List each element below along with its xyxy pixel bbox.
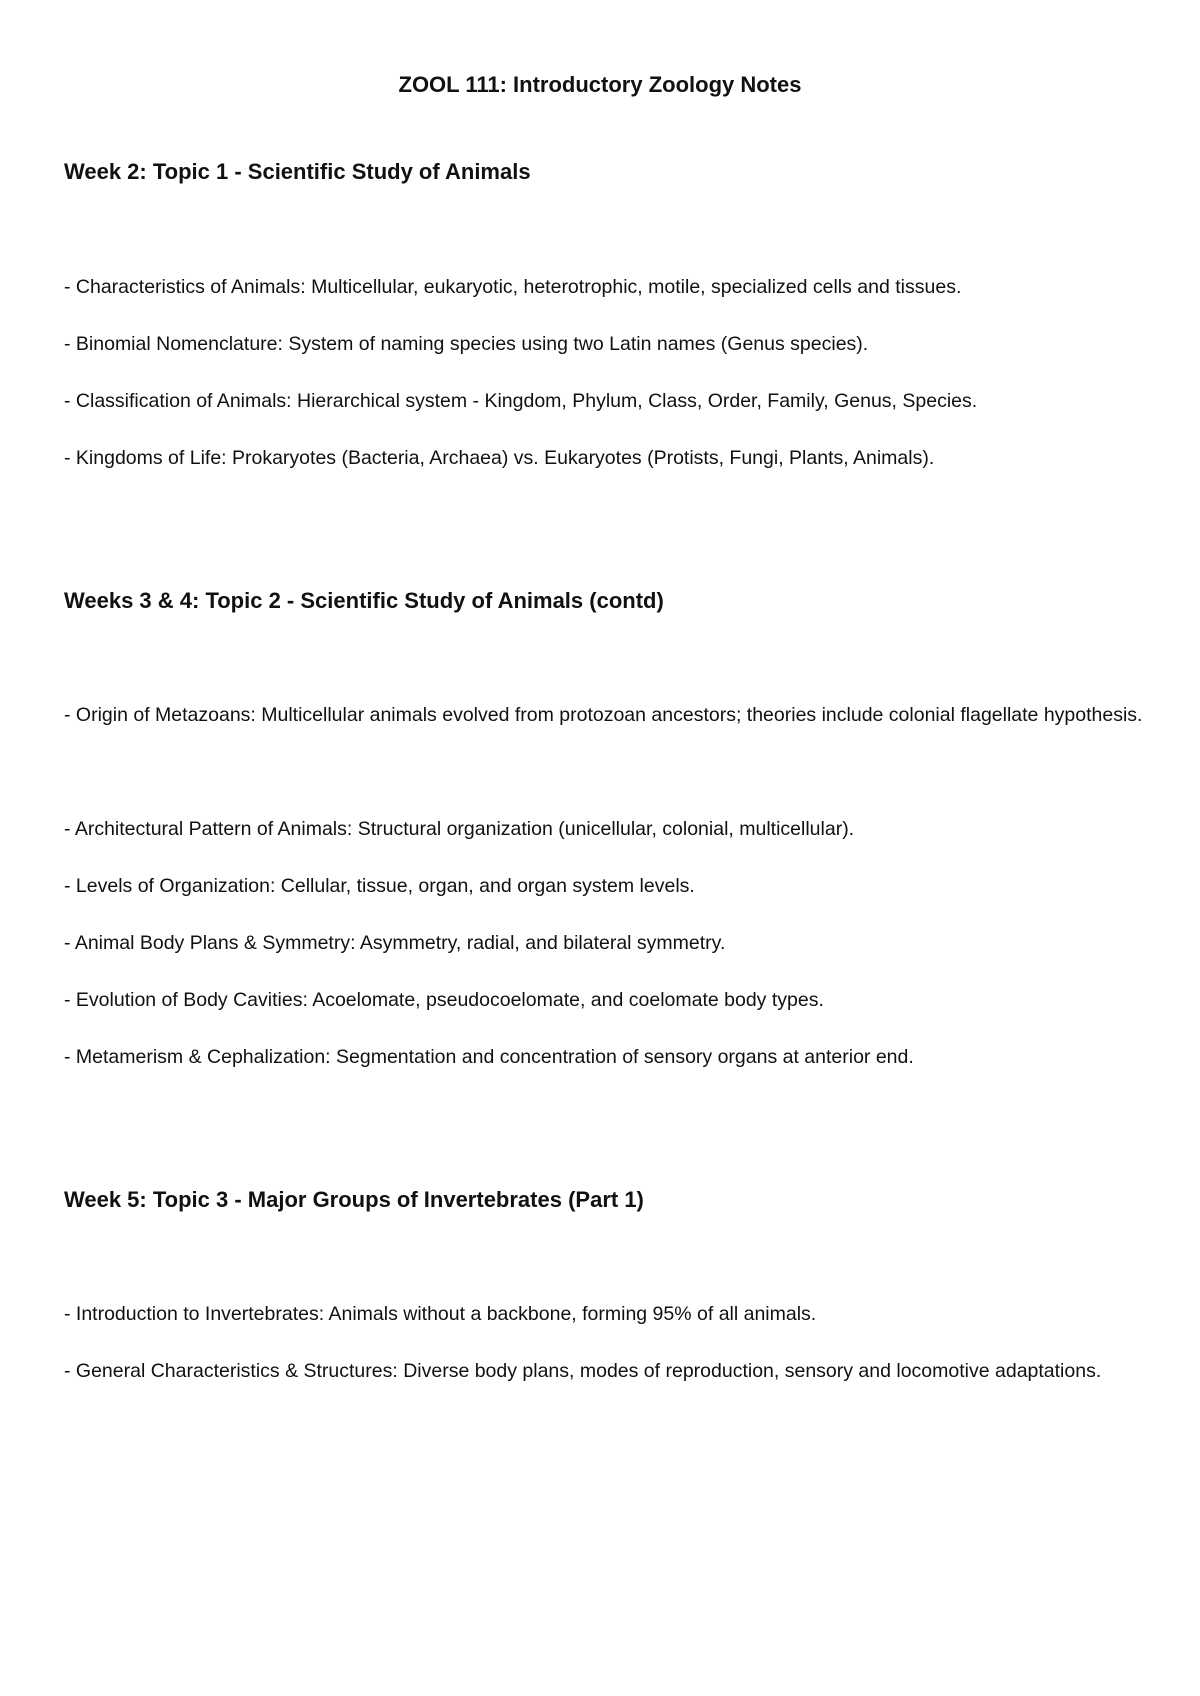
list-item: - Evolution of Body Cavities: Acoelomate, pseudocoelomate, and coelomate body types. xyxy=(64,989,824,1011)
document-title: ZOOL 111: Introductory Zoology Notes xyxy=(398,72,802,97)
list-item: - Kingdoms of Life: Prokaryotes (Bacteria, Archaea) vs. Eukaryotes (Protists, Fungi, Plants, Animals). xyxy=(64,447,935,469)
list-item: - Architectural Pattern of Animals: Structural organization (unicellular, colonial, multicellular). xyxy=(64,818,855,840)
list-item: - Binomial Nomenclature: System of naming species using two Latin names (Genus species). xyxy=(64,333,869,355)
list-item: - Characteristics of Animals: Multicellular, eukaryotic, heterotrophic, motile, specialized cells and tissues. xyxy=(64,276,962,298)
section-heading-weeks-3-4: Weeks 3 & 4: Topic 2 - Scientific Study of Animals (contd) xyxy=(64,588,664,613)
section-heading-week-5: Week 5: Topic 3 - Major Groups of Invertebrates (Part 1) xyxy=(64,1187,644,1212)
list-item: - Classification of Animals: Hierarchical system - Kingdom, Phylum, Class, Order, Family, Genus, Species. xyxy=(64,390,978,412)
list-item: - Metamerism & Cephalization: Segmentation and concentration of sensory organs at anterior end. xyxy=(64,1046,914,1068)
list-item: - Introduction to Invertebrates: Animals without a backbone, forming 95% of all animals. xyxy=(64,1303,817,1325)
list-item: - General Characteristics & Structures: Diverse body plans, modes of reproduction, sensory and locomotive adaptations. xyxy=(64,1360,1102,1382)
list-item: - Origin of Metazoans: Multicellular animals evolved from protozoan ancestors; theories include colonial flagellate hypothesis. xyxy=(64,704,1143,726)
list-item: - Levels of Organization: Cellular, tissue, organ, and organ system levels. xyxy=(64,875,695,897)
section-heading-week-2: Week 2: Topic 1 - Scientific Study of Animals xyxy=(64,159,531,184)
list-item: - Animal Body Plans & Symmetry: Asymmetry, radial, and bilateral symmetry. xyxy=(64,932,726,954)
